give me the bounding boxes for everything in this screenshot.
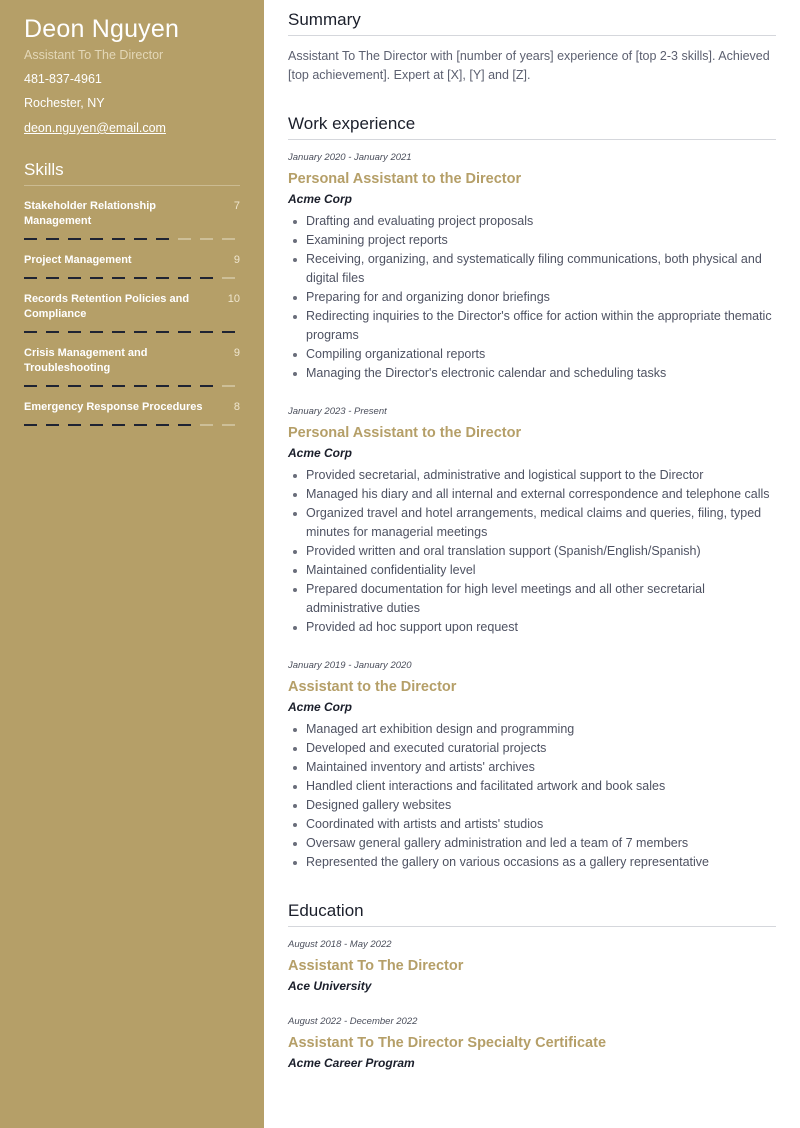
education-heading: Education (288, 900, 776, 927)
job-bullet: Designed gallery websites (288, 796, 776, 815)
education-degree: Assistant To The Director (288, 958, 464, 974)
location: Rochester, NY (24, 96, 105, 110)
main-content (264, 0, 800, 1128)
summary-text: Assistant To The Director with [number of years] experience of [top 2-3 skills]. Achieved [top achievement]. Expert at [X], [Y] and [Z]. (288, 49, 770, 82)
skill-level-dash (68, 238, 81, 240)
job-bullet: Provided ad hoc support upon request (288, 618, 776, 637)
skill-level-dash (222, 331, 235, 333)
skill-level-bar (24, 385, 240, 387)
job-company: Acme Corp (288, 446, 353, 460)
job-bullet: Compiling organizational reports (288, 345, 776, 364)
job-bullet: Maintained inventory and artists' archives (288, 758, 776, 777)
job-bullet: Managed art exhibition design and programming (288, 720, 776, 739)
skill-level-dash (90, 277, 103, 279)
skill-level-dash (178, 331, 191, 333)
skill-level-bar (24, 238, 240, 240)
skill-level-dash (46, 331, 59, 333)
education-school: Acme Career Program (288, 1056, 415, 1070)
job-bullet: Examining project reports (288, 231, 776, 250)
experience-heading: Work experience (288, 113, 776, 140)
skill-name: Project Management (24, 254, 132, 266)
skill-level-dash (200, 277, 213, 279)
skill-level-dash (68, 385, 81, 387)
jobs-list (288, 151, 776, 872)
skill-name: Crisis Management and Troubleshooting (24, 347, 148, 374)
job-bullets (288, 466, 776, 637)
skill-level-dash (200, 238, 213, 240)
skill-row (24, 253, 240, 268)
job-date: January 2020 - January 2021 (288, 152, 412, 163)
education-date: August 2022 - December 2022 (288, 1016, 418, 1027)
skill-level: 9 (233, 254, 240, 266)
skill-level-dash (178, 238, 191, 240)
skill-level-dash (112, 385, 125, 387)
skill-level-bar (24, 277, 240, 279)
skill-item (24, 400, 240, 426)
education-degree: Assistant To The Director Specialty Certificate (288, 1035, 607, 1051)
email-link[interactable]: deon.nguyen@email.com (24, 121, 166, 135)
job-title: Assistant to the Director (288, 679, 457, 695)
skill-level-dash (24, 385, 37, 387)
skill-level: 8 (233, 401, 240, 413)
skill-level-dash (24, 277, 37, 279)
skill-level-dash (156, 424, 169, 426)
skill-level-dash (46, 277, 59, 279)
skill-level-dash (90, 424, 103, 426)
skill-level-dash (156, 385, 169, 387)
skill-level-dash (222, 424, 235, 426)
job-date: January 2023 - Present (288, 406, 387, 417)
skill-level-dash (24, 331, 37, 333)
skill-level-dash (178, 424, 191, 426)
job-bullets (288, 720, 776, 872)
skill-level-dash (46, 385, 59, 387)
skill-level-dash (222, 277, 235, 279)
skill-level-dash (156, 331, 169, 333)
skill-level-dash (90, 331, 103, 333)
job-bullet: Redirecting inquiries to the Director's office for action within the appropriate thematic programs (288, 307, 776, 345)
skill-row (24, 199, 240, 229)
job-bullet: Oversaw general gallery administration and led a team of 7 members (288, 834, 776, 853)
skill-row (24, 346, 240, 376)
skill-level-dash (134, 424, 147, 426)
skill-row (24, 400, 240, 415)
sidebar (0, 0, 264, 1128)
education-entry (288, 1015, 776, 1071)
job-bullet: Preparing for and organizing donor briefings (288, 288, 776, 307)
candidate-title: Assistant To The Director (24, 48, 164, 62)
education-date: August 2018 - May 2022 (288, 939, 392, 950)
skill-level-dash (178, 277, 191, 279)
skill-level-dash (134, 238, 147, 240)
skill-level: 9 (233, 347, 240, 359)
skill-level-dash (90, 238, 103, 240)
skill-name: Records Retention Policies and Compliance (24, 293, 190, 320)
job-bullet: Provided secretarial, administrative and logistical support to the Director (288, 466, 776, 485)
phone-number: 481-837-4961 (24, 72, 102, 86)
job-date: January 2019 - January 2020 (288, 660, 412, 671)
job-bullet: Handled client interactions and facilitated artwork and book sales (288, 777, 776, 796)
skill-level-dash (24, 238, 37, 240)
skill-name: Emergency Response Procedures (24, 401, 203, 413)
skill-level-dash (112, 424, 125, 426)
skill-name: Stakeholder Relationship Management (24, 200, 157, 227)
skill-item (24, 253, 240, 279)
education-school: Ace University (288, 979, 372, 993)
skill-level-bar (24, 424, 240, 426)
job-title: Personal Assistant to the Director (288, 425, 522, 441)
skill-level-dash (178, 385, 191, 387)
skill-level-dash (46, 424, 59, 426)
education-list (288, 938, 776, 1071)
job-bullet: Coordinated with artists and artists' studios (288, 815, 776, 834)
job-bullet: Represented the gallery on various occasions as a gallery representative (288, 853, 776, 872)
skill-level-dash (134, 385, 147, 387)
education-entry (288, 938, 776, 994)
job-bullet: Drafting and evaluating project proposals (288, 212, 776, 231)
job-bullet: Developed and executed curatorial projects (288, 739, 776, 758)
job-bullet: Provided written and oral translation support (Spanish/English/Spanish) (288, 542, 776, 561)
job-bullet: Receiving, organizing, and systematically filing communications, both physical and digital files (288, 250, 776, 288)
skill-level-dash (112, 238, 125, 240)
job-bullet: Prepared documentation for high level meetings and all other secretarial administrative duties (288, 580, 776, 618)
skill-level-dash (200, 385, 213, 387)
skill-row (24, 292, 240, 322)
skill-level-bar (24, 331, 240, 333)
job-bullet: Organized travel and hotel arrangements, medical claims and queries, filing, typed minutes for managerial meetings (288, 504, 776, 542)
skill-level-dash (46, 238, 59, 240)
summary-section (288, 9, 776, 85)
job-bullet: Maintained confidentiality level (288, 561, 776, 580)
skill-level-dash (156, 238, 169, 240)
skill-level-dash (112, 331, 125, 333)
skill-level-dash (134, 277, 147, 279)
skill-item (24, 199, 240, 240)
job-entry (288, 659, 776, 872)
skill-level-dash (112, 277, 125, 279)
skill-level: 7 (233, 200, 240, 212)
experience-section (288, 113, 776, 872)
skill-level-dash (90, 385, 103, 387)
skill-item (24, 292, 240, 333)
skills-heading: Skills (24, 160, 240, 186)
education-section (288, 900, 776, 1071)
skill-level-dash (200, 424, 213, 426)
job-bullet: Managing the Director's electronic calendar and scheduling tasks (288, 364, 776, 383)
job-company: Acme Corp (288, 700, 353, 714)
skill-level-dash (68, 277, 81, 279)
skill-level-dash (200, 331, 213, 333)
job-company: Acme Corp (288, 192, 353, 206)
skill-level-dash (24, 424, 37, 426)
skill-level-dash (134, 331, 147, 333)
skill-level-dash (156, 277, 169, 279)
skill-level-dash (222, 238, 235, 240)
skill-level-dash (68, 331, 81, 333)
job-title: Personal Assistant to the Director (288, 171, 522, 187)
job-entry (288, 151, 776, 383)
summary-heading: Summary (288, 9, 776, 36)
skill-level: 10 (227, 293, 240, 305)
job-entry (288, 405, 776, 637)
job-bullets (288, 212, 776, 383)
skill-item (24, 346, 240, 387)
skill-level-dash (68, 424, 81, 426)
job-bullet: Managed his diary and all internal and external correspondence and telephone calls (288, 485, 776, 504)
skills-list (24, 199, 240, 426)
candidate-name: Deon Nguyen (24, 15, 180, 43)
skill-level-dash (222, 385, 235, 387)
